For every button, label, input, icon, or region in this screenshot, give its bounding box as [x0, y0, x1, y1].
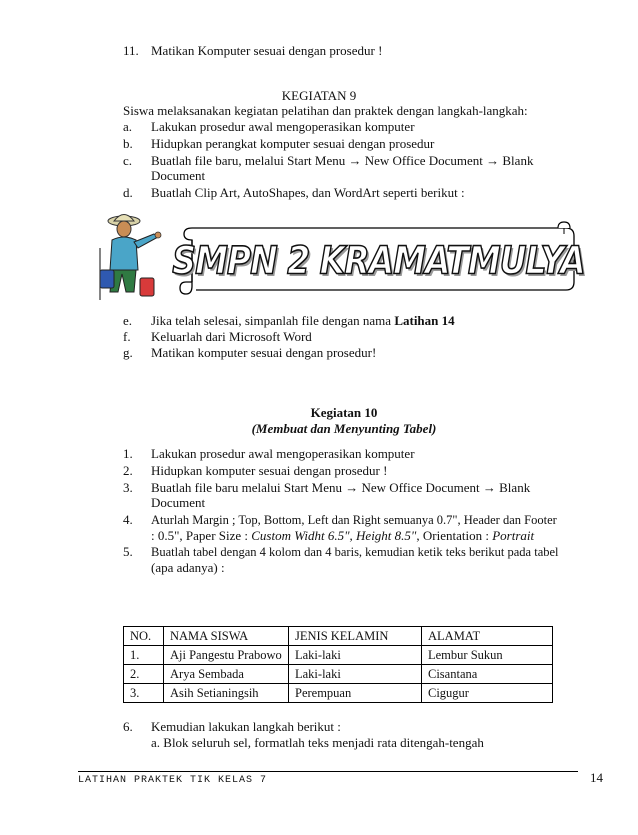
section-title-k9: KEGIATAN 9 [281, 88, 357, 103]
step-text: Buatlah Clip Art, AutoShapes, dan WordArt seperti berikut : [151, 185, 465, 200]
table-header-row [124, 627, 553, 646]
step-text: Keluarlah dari Microsoft Word [151, 329, 312, 344]
step-letter: c. [123, 153, 133, 168]
paper-size-value: Custom Widht 6.5", Height 8.5" [251, 528, 417, 543]
step-text: Matikan komputer sesuai dengan prosedur! [151, 345, 377, 360]
table-cell: Laki-laki [289, 665, 422, 684]
step-text: Buatlah file baru, melalui Start Menu → New Office Document → Blank [151, 153, 534, 168]
table-header: NO. [124, 627, 164, 646]
table-cell: Lembur Sukun [422, 646, 553, 665]
table-cell: Cisantana [422, 665, 553, 684]
file-name: Latihan 14 [394, 313, 455, 328]
step-letter: b. [123, 136, 133, 151]
step-text-cont: , Orientation : [416, 528, 493, 543]
table-cell: Cigugur [422, 684, 553, 703]
wordart-title: SMPN 2 KRAMATMULYA [172, 237, 585, 283]
step-text: Buatlah tabel dengan 4 kolom dan 4 baris, kemudian ketik teks berikut pada tabel [151, 545, 559, 559]
step-number: 1. [123, 446, 133, 461]
table-row [124, 646, 553, 665]
step-number: 6. [123, 719, 133, 734]
table-cell: Aji Pangestu Prabowo [164, 646, 289, 665]
step-letter: e. [123, 313, 133, 328]
table-header: NAMA SISWA [164, 627, 289, 646]
student-table [123, 626, 553, 703]
step-text: Kemudian lakukan langkah berikut : [151, 719, 341, 734]
step-text-cont: (apa adanya) : [151, 560, 225, 575]
step-text: Aturlah Margin ; Top, Bottom, Left dan Right semuanya 0.7", Header dan Footer [151, 513, 557, 527]
list-number: 11. [123, 43, 139, 58]
step-number: 3. [123, 480, 133, 495]
table-row [124, 684, 553, 703]
step-text: Hidupkan komputer sesuai dengan prosedur ! [151, 463, 388, 478]
step-number: 2. [123, 463, 133, 478]
step-letter: f. [123, 329, 131, 344]
orientation-value: Portrait [492, 528, 535, 543]
step-letter: a. [123, 119, 133, 134]
step-text: Jika telah selesai, simpanlah file dengan nama [151, 313, 395, 328]
table-header: JENIS KELAMIN [289, 627, 422, 646]
step-text: Lakukan prosedur awal mengoperasikan komputer [151, 119, 415, 134]
clipart-explorer-figure [96, 208, 170, 303]
step-number: 5. [123, 544, 133, 559]
table-cell: Asih Setianingsih [164, 684, 289, 703]
table-cell: Laki-laki [289, 646, 422, 665]
page-number: 14 [590, 770, 603, 785]
section-subtitle-k10: (Membuat dan Menyunting Tabel) [251, 421, 437, 436]
step-text-cont: Document [151, 168, 206, 183]
table-cell: 1. [124, 646, 164, 665]
step-text-cont: : 0.5", Paper Size : [151, 528, 252, 543]
table-cell: Perempuan [289, 684, 422, 703]
table-header: ALAMAT [422, 627, 553, 646]
table-cell: 3. [124, 684, 164, 703]
step-text: Hidupkan perangkat komputer sesuai dengan prosedur [151, 136, 435, 151]
step-text: Buatlah file baru melalui Start Menu → New Office Document → Blank [151, 480, 531, 495]
table-cell: Arya Sembada [164, 665, 289, 684]
sub-step-text: a. Blok seluruh sel, formatlah teks menjadi rata ditengah-tengah [151, 735, 484, 750]
footer-divider [78, 771, 578, 772]
k9-intro: Siswa melaksanakan kegiatan pelatihan dan praktek dengan langkah-langkah: [123, 103, 528, 118]
footer-label: LATIHAN PRAKTEK TIK KELAS 7 [78, 775, 268, 786]
step-letter: g. [123, 345, 133, 360]
step-number: 4. [123, 512, 133, 527]
list-item-text: Matikan Komputer sesuai dengan prosedur ! [151, 43, 383, 58]
table-row [124, 665, 553, 684]
step-letter: d. [123, 185, 133, 200]
step-text: Lakukan prosedur awal mengoperasikan komputer [151, 446, 415, 461]
table-cell: 2. [124, 665, 164, 684]
step-text-cont: Document [151, 495, 206, 510]
section-title-k10: Kegiatan 10 [310, 405, 378, 420]
